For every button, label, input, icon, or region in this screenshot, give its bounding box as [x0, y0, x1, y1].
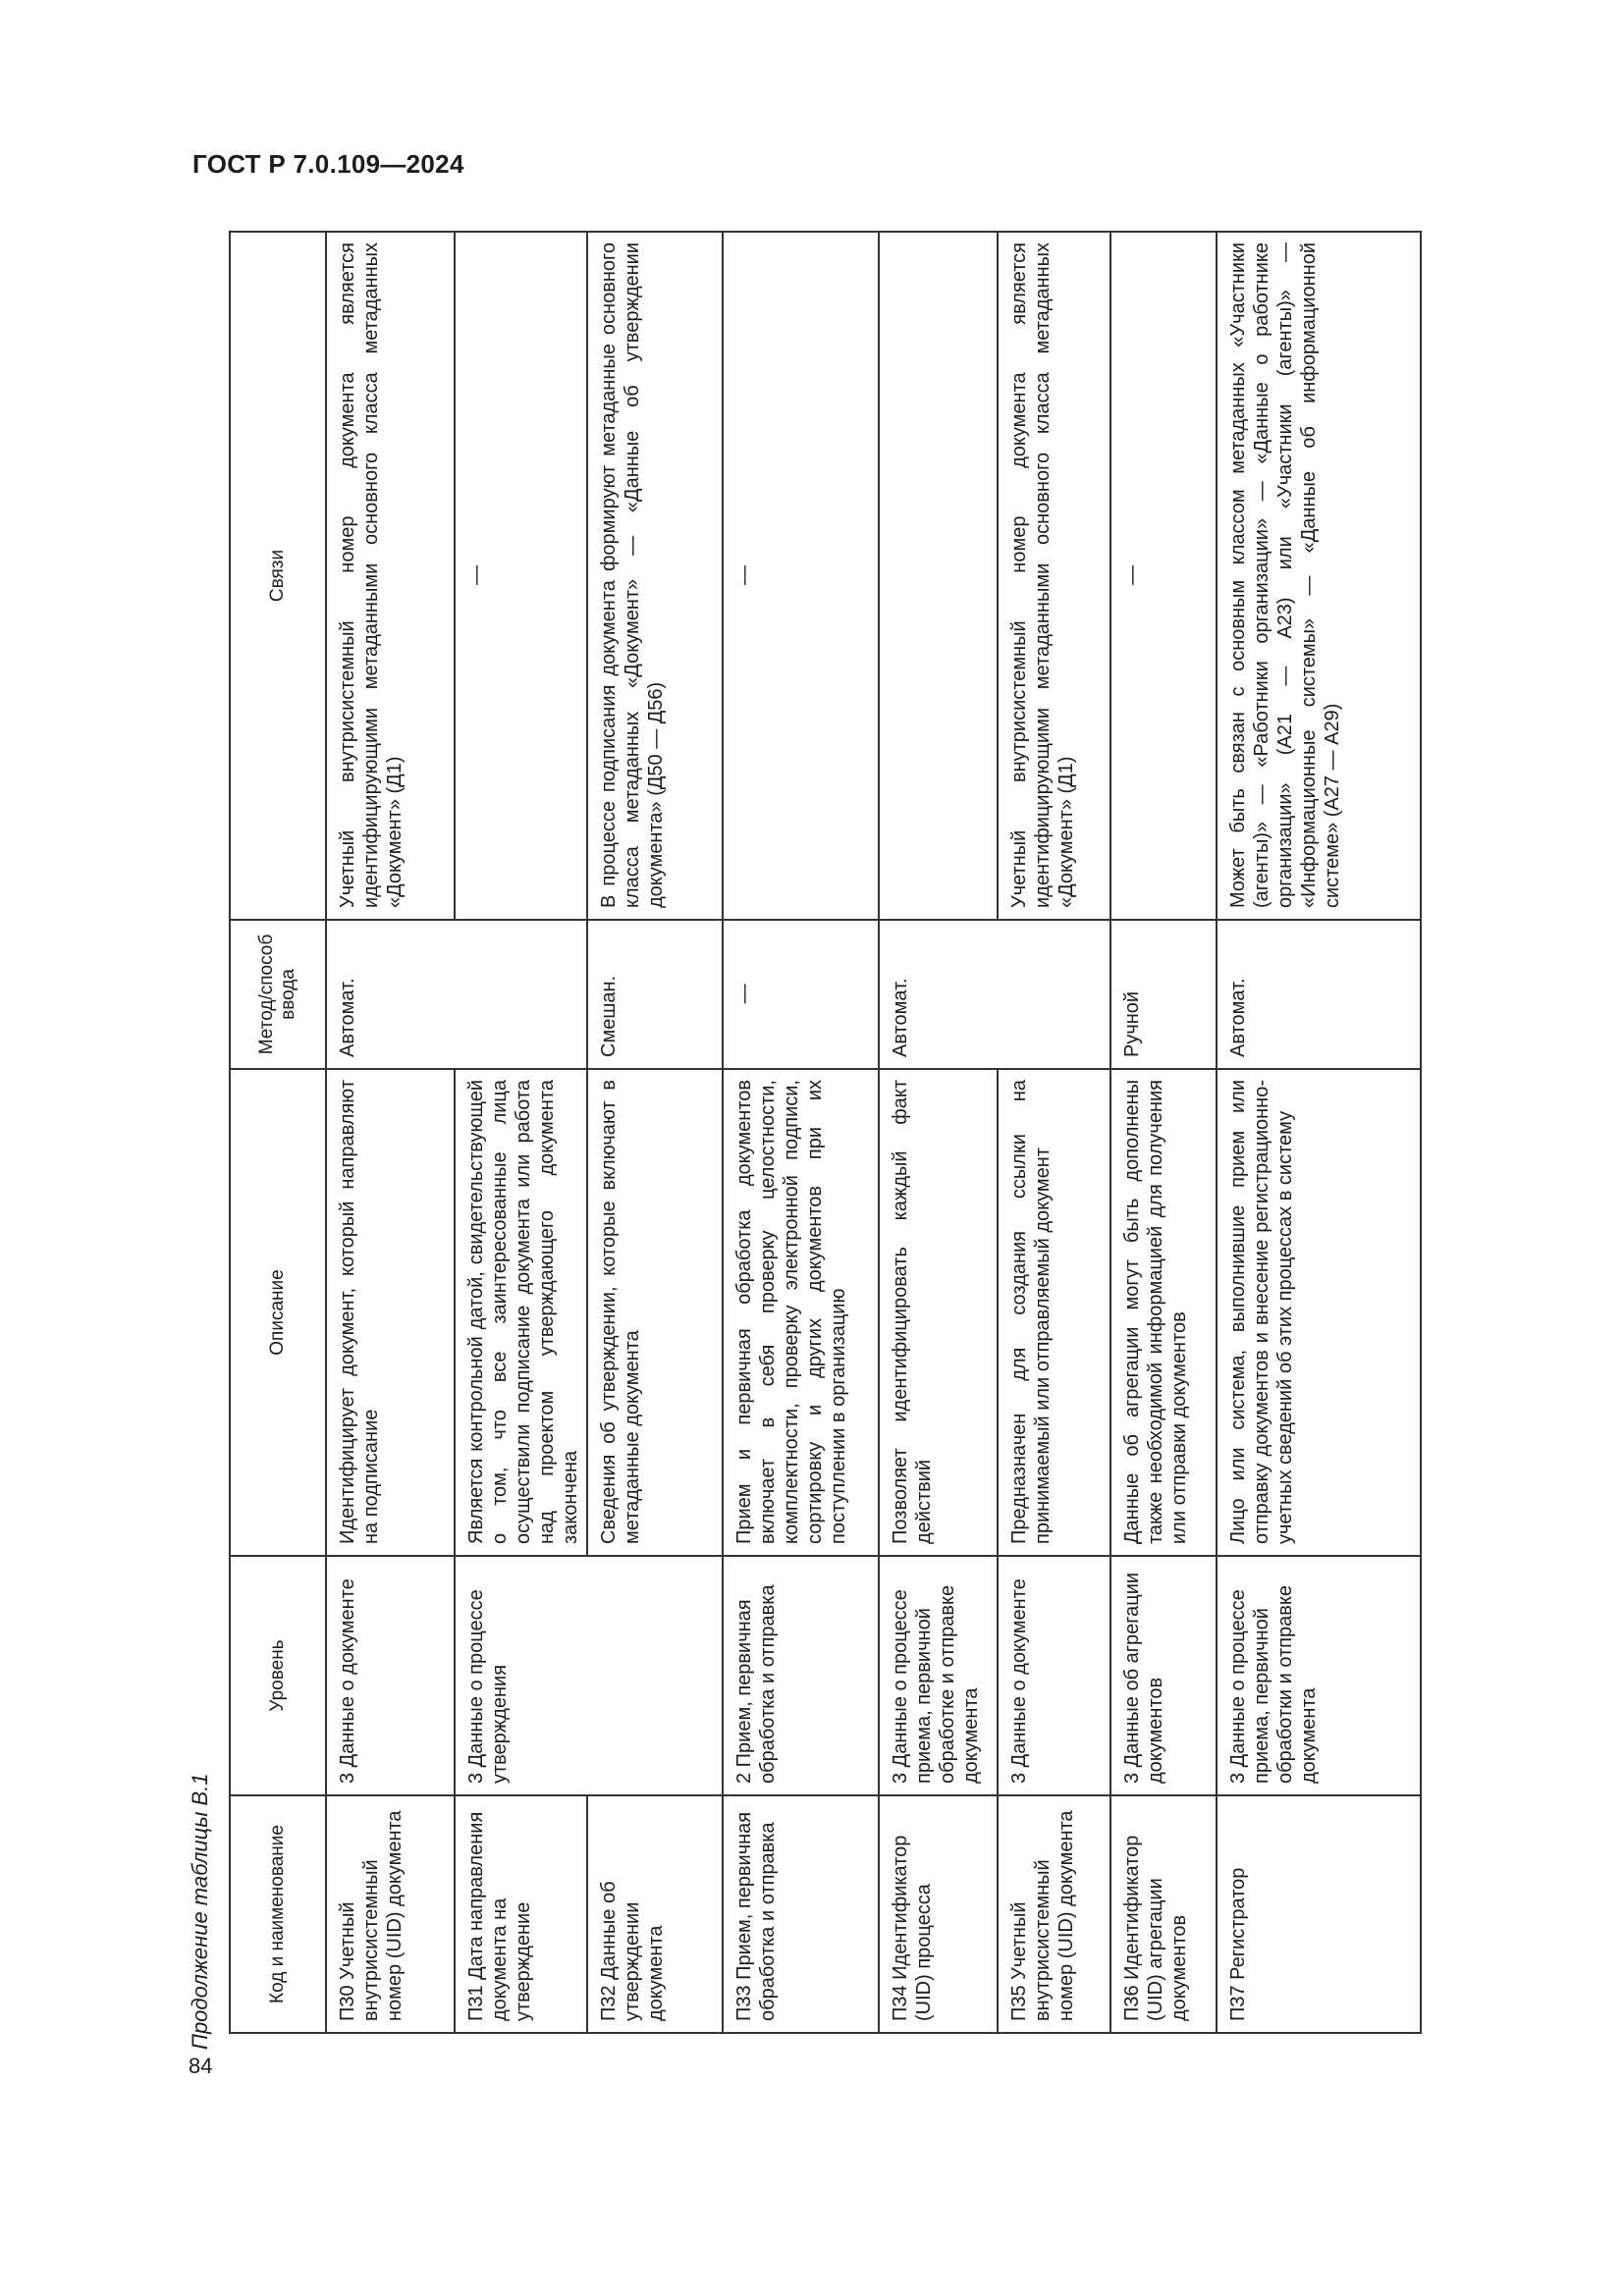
cell-method: Ручной	[1110, 920, 1217, 1069]
rotated-table-container	[229, 233, 1407, 2034]
cell-links: В процессе подписания документа формируют метаданные основного класса метаданных «Документ» — «Данные об утверждении документа» (Д50 — Д56)	[587, 232, 723, 920]
table-row-p36	[1110, 232, 1217, 2033]
cell-code: П31 Дата направления документа на утверждение	[455, 1795, 587, 2033]
header-description: Описание	[230, 1069, 326, 1556]
cell-description: Сведения об утверждении, которые включают в метаданные документа	[587, 1069, 723, 1556]
cell-code: П33 Прием, первичная обработка и отправка	[723, 1795, 879, 2033]
table-row-p37	[1217, 232, 1421, 2033]
document-header: ГОСТ Р 7.0.109—2024	[192, 149, 464, 179]
cell-description: Позволяет идентифицировать каждый факт действий	[879, 1069, 998, 1556]
cell-links: Учетный внутрисистемный номер документа является идентифицирующими метаданными основного класса метаданных «Документ» (Д1)	[326, 232, 455, 920]
cell-method: Автомат.	[879, 920, 1110, 1069]
table-row-p34	[879, 232, 998, 2033]
cell-code: П32 Данные об утверждении документа	[587, 1795, 723, 2033]
cell-level: 3 Данные о процессе утверждения	[455, 1556, 723, 1795]
cell-links: Может быть связан с основным классом метаданных «Участники (агенты)» — «Работники организации» — «Данные о работнике организации» (А21 — А23) или «Участники (агенты)» — «Информационные системы» — «Данные об информационной системе» (А27 — А29)	[1217, 232, 1421, 920]
table-header-row	[230, 232, 326, 2033]
cell-level: 2 Прием, первичная обработка и отправка	[723, 1556, 879, 1795]
cell-code: П35 Учетный внутрисистемный номер (UID) документа	[998, 1795, 1110, 2033]
cell-level: 3 Данные о процессе приема, первичной обработки и отправке документа	[1217, 1556, 1421, 1795]
cell-links: —	[723, 232, 879, 920]
page-number: 84	[189, 2054, 213, 2078]
cell-description: Прием и первичная обработка документов включает в себя проверку целостности, комплектности, проверку электронной подписи, сортировку и других документов при их поступлении в организацию	[723, 1069, 879, 1556]
cell-links-empty	[879, 232, 998, 920]
cell-level: 3 Данные о документе	[326, 1556, 455, 1795]
cell-level: 3 Данные о процессе приема, первичной обработке и отправке документа	[879, 1556, 998, 1795]
table-caption: Продолжение таблицы В.1	[188, 1773, 212, 2050]
cell-method: Автомат.	[1217, 920, 1421, 1069]
header-level: Уровень	[230, 1556, 326, 1795]
cell-description: Лицо или система, выполнившие прием или отправку документов и внесение регистрационно-учетных сведений об этих процессах в систему	[1217, 1069, 1421, 1556]
cell-level: 3 Данные о документе	[998, 1556, 1110, 1795]
cell-method: —	[723, 920, 879, 1069]
cell-description: Идентифицирует документ, который направляют на подписание	[326, 1069, 455, 1556]
cell-description: Предназначен для создания ссылки на принимаемый или отправляемый документ	[998, 1069, 1110, 1556]
table-row-p31	[455, 232, 587, 2033]
cell-method: Автомат.	[326, 920, 587, 1069]
table-row-p33	[723, 232, 879, 2033]
cell-links: Учетный внутрисистемный номер документа является идентифицирующими метаданными основного класса метаданных «Документ» (Д1)	[998, 232, 1110, 920]
cell-code: П36 Идентификатор (UID) агрегации документов	[1110, 1795, 1217, 2033]
cell-description: Данные об агрегации могут быть дополнены также необходимой информацией для получения или отправки документов	[1110, 1069, 1217, 1556]
cell-code: П34 Идентификатор (UID) процесса	[879, 1795, 998, 2033]
metadata-table	[229, 231, 1422, 2034]
cell-method: Смешан.	[587, 920, 723, 1069]
header-links: Связи	[230, 232, 326, 920]
header-method: Метод/способ ввода	[230, 920, 326, 1069]
cell-links: —	[1110, 232, 1217, 920]
cell-links: —	[455, 232, 587, 920]
header-code: Код и наименование	[230, 1795, 326, 2033]
cell-description: Является контрольной датой, свидетельствующей о том, что все заинтересованные лица осуществили подписание документа или работа над проектом утверждающего документа закончена	[455, 1069, 587, 1556]
cell-level: 3 Данные об агрегации документов	[1110, 1556, 1217, 1795]
table-row-p30	[326, 232, 455, 2033]
table-row-p35	[998, 232, 1110, 2033]
cell-code: П30 Учетный внутрисистемный номер (UID) документа	[326, 1795, 455, 2033]
cell-code: П37 Регистратор	[1217, 1795, 1421, 2033]
